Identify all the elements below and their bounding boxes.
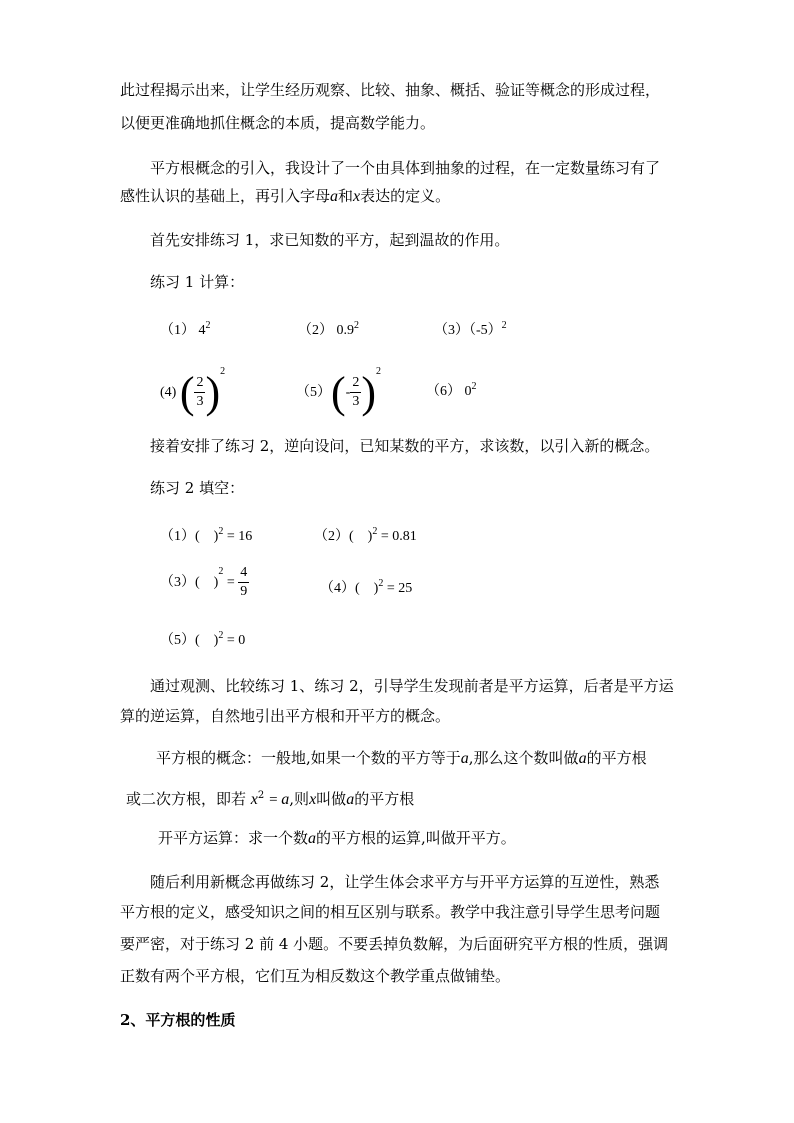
text-segment: 叫做 <box>316 790 347 808</box>
item-rhs: = 25 <box>386 581 413 596</box>
fraction <box>194 374 205 411</box>
text-segment: 的平方根的运算,叫做开平方。 <box>316 829 516 847</box>
exercise-item <box>296 362 381 417</box>
paragraph-line <box>120 186 450 207</box>
numerator: 4 <box>238 564 249 583</box>
text-segment: 或二次方根，即若 <box>126 790 247 808</box>
text-segment: 表达的定义。 <box>360 187 451 205</box>
item-rhs: = 0.81 <box>380 529 417 544</box>
exercise-item <box>426 377 477 402</box>
item-label: （1） <box>160 529 195 544</box>
paragraph-line: 平方根概念的引入，我设计了一个由具体到抽象的过程，在一定数量练习有了 <box>150 159 661 177</box>
numerator: 2 <box>194 374 205 393</box>
item-label: （5） <box>160 633 195 648</box>
text-segment: 平方根的概念：一般地,如果一个数的平方等于 <box>156 749 461 767</box>
exercise-item <box>320 574 412 599</box>
blank: ( ) <box>195 633 219 648</box>
left-paren: ( <box>179 367 195 417</box>
item-label: （1） <box>160 323 195 338</box>
item-base: 4 <box>198 323 206 338</box>
exercise-title: 练习 2 填空： <box>150 479 245 497</box>
item-base: （-5） <box>469 323 502 338</box>
variable: a <box>308 830 317 847</box>
blank: ( ) <box>349 529 373 544</box>
exercise-item <box>314 522 417 547</box>
fraction <box>350 374 361 411</box>
fraction <box>238 564 249 601</box>
text-segment: 的平方根 <box>354 790 415 808</box>
item-exponent: 2 <box>471 381 477 392</box>
exercise-item <box>434 316 507 341</box>
variable: a <box>281 791 290 808</box>
section-heading: 2、平方根的性质 <box>120 1011 236 1029</box>
denominator: 9 <box>240 584 248 600</box>
variable: a <box>460 750 469 767</box>
paragraph-line: 平方根的定义，感受知识之间的相互区别与联系。教学中我注意引导学生思考问题 <box>120 903 661 921</box>
item-exponent: 2 <box>218 566 224 577</box>
item-base: 0.9 <box>336 323 354 338</box>
paragraph-line: 随后利用新概念再做练习 2，让学生体会求平方与开平方运算的互逆性，熟悉 <box>150 873 660 891</box>
item-base: 0 <box>464 384 472 399</box>
definition-line <box>156 748 647 769</box>
exercise-item <box>298 316 359 341</box>
item-exponent: 2 <box>501 320 507 331</box>
minus-sign: - <box>345 384 351 400</box>
text-segment: 感性认识的基础上，再引入字母 <box>120 187 331 205</box>
blank: ( ) <box>195 529 219 544</box>
paragraph-line: 算的逆运算，自然地引出平方根和开平方的概念。 <box>120 707 451 725</box>
item-exponent: 2 <box>205 320 211 331</box>
item-label: （6） <box>426 384 461 399</box>
denominator: 3 <box>196 394 204 410</box>
exercise-item <box>160 562 249 606</box>
text-segment: 的平方根 <box>586 749 647 767</box>
paragraph-line: 接着安排了练习 2，逆向设问，已知某数的平方，求该数，以引入新的概念。 <box>150 437 660 455</box>
variable: a <box>578 750 587 767</box>
item-exponent: 2 <box>218 526 224 537</box>
variable: a <box>330 188 339 205</box>
variable: x <box>309 791 317 808</box>
blank: ( ) <box>355 581 379 596</box>
text-segment: ,则 <box>289 790 310 808</box>
definition-line <box>126 786 414 810</box>
text-segment: 开平方运算：求一个数 <box>158 829 309 847</box>
item-exponent: 2 <box>218 630 224 641</box>
exercise-item <box>160 522 252 547</box>
exercise-title: 练习 1 计算： <box>150 273 245 291</box>
exercise-item <box>160 626 245 651</box>
item-exponent: 2 <box>378 578 384 589</box>
paragraph-line: 要严密，对于练习 2 前 4 小题。不要丢掉负数解，为后面研究平方根的性质，强调 <box>120 935 669 953</box>
variable: x <box>250 791 258 808</box>
item-label: （2） <box>298 323 333 338</box>
text-segment: = <box>269 792 282 808</box>
blank: ( ) <box>195 574 219 590</box>
right-paren: ) <box>361 367 376 417</box>
denominator: 3 <box>352 394 360 410</box>
text-segment: ,那么这个数叫做 <box>468 749 579 767</box>
paragraph-line: 以便更准确地抓住概念的本质，提高数学能力。 <box>120 114 436 132</box>
exercise-item <box>160 362 226 417</box>
paragraph-line: 首先安排练习 1，求已知数的平方，起到温故的作用。 <box>150 231 510 249</box>
item-label: （3） <box>160 574 195 590</box>
item-rhs: = 0 <box>226 633 246 648</box>
item-label: (4) <box>160 384 177 400</box>
exponent: 2 <box>257 790 265 801</box>
left-paren: ( <box>331 367 346 417</box>
text-segment: 和 <box>338 187 354 205</box>
paragraph-line: 此过程揭示出来，让学生经历观察、比较、抽象、概括、验证等概念的形成过程， <box>120 81 661 99</box>
item-rhs: = 16 <box>226 529 253 544</box>
equals-sign: = <box>226 574 235 590</box>
variable: x <box>353 188 361 205</box>
item-exponent: 2 <box>354 320 359 331</box>
right-paren: ) <box>205 367 221 417</box>
paragraph-line: 正数有两个平方根，它们互为相反数这个教学重点做铺垫。 <box>120 967 511 985</box>
item-label: （5） <box>296 384 331 400</box>
variable: a <box>346 791 355 808</box>
item-exponent: 2 <box>372 526 378 537</box>
item-exponent: 2 <box>220 366 226 377</box>
numerator: 2 <box>350 374 361 393</box>
item-label: （3） <box>434 323 469 338</box>
paragraph-line: 通过观测、比较练习 1、练习 2，引导学生发现前者是平方运算，后者是平方运 <box>150 677 674 695</box>
item-exponent: 2 <box>375 366 381 377</box>
item-label: （2） <box>314 529 349 544</box>
exercise-item <box>160 316 211 341</box>
item-label: （4） <box>320 581 355 596</box>
definition-line <box>158 828 516 849</box>
